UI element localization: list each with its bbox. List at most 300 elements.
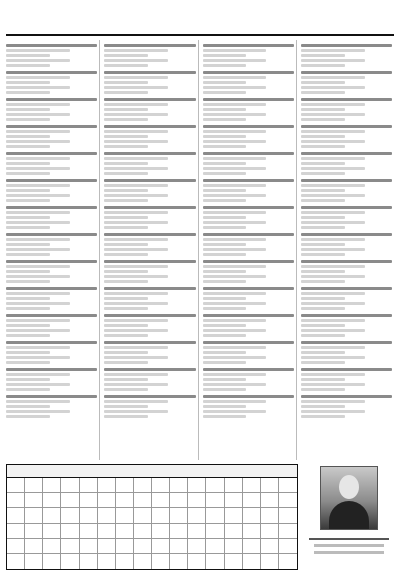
option-line [301,302,365,305]
answer-cell [134,554,152,569]
option-line [104,238,168,241]
option-line [6,135,50,138]
option-line [6,334,50,337]
answer-cell [279,508,297,523]
option-line [104,54,148,57]
answer-cell [152,508,170,523]
option-line [104,226,148,229]
answer-cell [80,554,98,569]
option-line [6,361,50,364]
option-line [301,221,365,224]
option-line [104,194,168,197]
answer-cell [152,539,170,554]
option-line [301,307,345,310]
option-line [301,189,345,192]
answer-cell [80,493,98,508]
answer-cell [188,508,206,523]
option-line [203,189,247,192]
question-line [203,44,294,47]
author-block [304,464,394,570]
answer-cell [261,493,279,508]
option-line [6,324,50,327]
option-line [301,410,365,413]
option-line [301,373,365,376]
answer-key [6,464,298,570]
option-line [104,351,148,354]
answer-cell [188,478,206,493]
answer-cell [261,524,279,539]
option-line [6,302,70,305]
question-line [6,125,97,128]
option-line [301,319,365,322]
option-line [301,184,365,187]
option-line [301,130,365,133]
option-line [104,319,168,322]
question-line [301,206,392,209]
option-line [301,81,345,84]
option-line [104,405,148,408]
option-line [104,248,168,251]
option-line [104,91,148,94]
option-line [203,216,247,219]
option-line [6,91,50,94]
quiz-column-3 [203,40,297,460]
option-line [203,297,247,300]
answer-grid [6,477,298,570]
author-photo [320,466,378,530]
question-line [203,206,294,209]
option-line [203,329,267,332]
answer-cell [243,539,261,554]
question-line [104,98,195,101]
option-line [203,253,247,256]
option-line [301,324,345,327]
option-line [203,378,247,381]
question-line [203,71,294,74]
question-line [301,233,392,236]
option-line [104,243,148,246]
option-line [203,91,247,94]
answer-cell [134,478,152,493]
option-line [203,361,247,364]
option-line [6,59,70,62]
answer-cell [243,554,261,569]
question-line [104,368,195,371]
option-line [301,405,345,408]
option-line [104,130,168,133]
answer-cell [206,493,224,508]
option-line [6,81,50,84]
question-line [301,44,392,47]
option-line [104,76,168,79]
option-line [6,140,70,143]
answer-cell [188,493,206,508]
question-line [301,395,392,398]
option-line [203,86,267,89]
option-line [301,199,345,202]
option-line [203,248,267,251]
option-line [301,49,365,52]
option-line [104,86,168,89]
answer-cell [25,493,43,508]
option-line [6,346,70,349]
option-line [6,167,70,170]
option-line [301,292,365,295]
question-line [203,395,294,398]
question-line [203,368,294,371]
option-line [6,253,50,256]
option-line [6,373,70,376]
option-line [104,378,148,381]
answer-cell [152,493,170,508]
answer-cell [98,524,116,539]
option-line [6,64,50,67]
option-line [301,91,345,94]
option-line [301,388,345,391]
question-line [203,287,294,290]
option-line [203,405,247,408]
answer-cell [43,478,61,493]
option-line [104,184,168,187]
option-line [6,226,50,229]
option-line [6,221,70,224]
answer-key-title [6,464,298,477]
author-name [314,544,384,547]
option-line [104,135,148,138]
option-line [6,108,50,111]
question-line [6,152,97,155]
option-line [104,334,148,337]
answer-cell [261,508,279,523]
author-role [314,551,384,554]
option-line [6,113,70,116]
title-banner [6,4,394,36]
option-line [301,113,365,116]
answer-cell [170,493,188,508]
answer-cell [25,508,43,523]
answer-cell [134,524,152,539]
question-line [301,287,392,290]
question-line [301,71,392,74]
question-line [104,233,195,236]
option-line [301,329,365,332]
option-line [6,415,50,418]
option-line [104,103,168,106]
option-line [301,103,365,106]
option-line [203,415,247,418]
option-line [6,319,70,322]
option-line [301,157,365,160]
option-line [203,103,267,106]
option-line [301,253,345,256]
answer-cell [225,508,243,523]
option-line [203,265,267,268]
answer-cell [98,554,116,569]
option-line [203,346,267,349]
option-line [104,59,168,62]
answer-cell [261,478,279,493]
option-line [203,162,247,165]
option-line [104,388,148,391]
question-line [6,44,97,47]
option-line [6,270,50,273]
option-line [104,162,148,165]
option-line [6,199,50,202]
option-line [203,167,267,170]
option-line [301,297,345,300]
option-line [301,162,345,165]
question-line [6,71,97,74]
option-line [104,329,168,332]
question-line [301,98,392,101]
option-line [301,167,365,170]
question-line [6,179,97,182]
answer-cell [61,539,79,554]
option-line [301,59,365,62]
question-line [104,395,195,398]
question-line [6,287,97,290]
option-line [104,81,148,84]
answer-cell [188,539,206,554]
option-line [104,361,148,364]
option-line [6,184,70,187]
answer-cell [25,539,43,554]
option-line [203,81,247,84]
option-line [203,184,267,187]
option-line [301,140,365,143]
option-line [301,226,345,229]
option-line [104,280,148,283]
question-line [104,260,195,263]
option-line [301,118,345,121]
answer-cell [7,508,25,523]
option-line [6,400,70,403]
answer-cell [80,478,98,493]
answer-cell [7,539,25,554]
answer-cell [170,539,188,554]
option-line [203,356,267,359]
option-line [6,189,50,192]
option-line [301,211,365,214]
option-line [104,373,168,376]
option-line [301,108,345,111]
question-line [203,125,294,128]
option-line [6,351,50,354]
option-line [301,415,345,418]
option-line [301,54,345,57]
answer-cell [243,478,261,493]
option-line [6,329,70,332]
option-line [6,54,50,57]
option-line [203,383,267,386]
option-line [104,415,148,418]
question-line [301,341,392,344]
question-line [6,395,97,398]
question-line [203,314,294,317]
answer-cell [225,478,243,493]
option-line [203,194,267,197]
bottom-band [6,464,394,570]
answer-cell [7,554,25,569]
answer-cell [206,539,224,554]
option-line [203,292,267,295]
answer-cell [261,554,279,569]
option-line [301,172,345,175]
question-line [6,233,97,236]
answer-cell [243,493,261,508]
answer-cell [279,539,297,554]
question-line [6,260,97,263]
option-line [203,135,247,138]
option-line [203,324,247,327]
option-line [301,76,365,79]
answer-cell [206,554,224,569]
option-line [203,49,267,52]
answer-cell [170,508,188,523]
option-line [301,265,365,268]
question-line [104,314,195,317]
option-line [203,280,247,283]
answer-cell [80,539,98,554]
answer-cell [43,539,61,554]
option-line [6,410,70,413]
option-line [104,199,148,202]
answer-cell [98,539,116,554]
option-line [301,383,365,386]
option-line [6,130,70,133]
question-line [301,260,392,263]
option-line [6,194,70,197]
option-line [301,334,345,337]
option-line [203,199,247,202]
answer-cell [98,478,116,493]
answer-cell [279,493,297,508]
option-line [301,275,365,278]
question-line [301,368,392,371]
question-line [104,287,195,290]
option-line [301,351,345,354]
option-line [203,108,247,111]
question-line [6,341,97,344]
option-line [301,378,345,381]
option-line [301,64,345,67]
option-line [301,361,345,364]
option-line [203,113,267,116]
answer-cell [80,508,98,523]
question-line [301,152,392,155]
answer-cell [25,478,43,493]
option-line [203,307,247,310]
option-line [203,221,267,224]
answer-cell [188,554,206,569]
option-line [6,157,70,160]
quiz-column-4 [301,40,394,460]
option-line [6,211,70,214]
option-line [6,307,50,310]
answer-cell [116,554,134,569]
answer-cell [225,539,243,554]
answer-cell [225,524,243,539]
answer-cell [188,524,206,539]
option-line [104,307,148,310]
option-line [6,49,70,52]
option-line [203,302,267,305]
question-line [6,368,97,371]
option-line [301,270,345,273]
quiz-columns [6,40,394,460]
question-line [301,125,392,128]
option-line [203,211,267,214]
answer-cell [43,493,61,508]
option-line [6,378,50,381]
option-line [203,157,267,160]
option-line [203,130,267,133]
answer-cell [25,554,43,569]
answer-cell [61,524,79,539]
answer-cell [116,524,134,539]
answer-cell [279,554,297,569]
option-line [301,135,345,138]
answer-cell [206,524,224,539]
option-line [104,172,148,175]
option-line [6,172,50,175]
option-line [203,145,247,148]
answer-cell [152,524,170,539]
quiz-column-2 [104,40,198,460]
question-line [203,260,294,263]
option-line [104,140,168,143]
option-line [104,49,168,52]
option-line [104,270,148,273]
option-line [203,243,247,246]
option-line [104,275,168,278]
option-line [6,103,70,106]
option-line [104,356,168,359]
option-line [6,145,50,148]
answer-cell [279,524,297,539]
question-line [6,314,97,317]
answer-cell [170,478,188,493]
option-line [6,118,50,121]
answer-cell [116,539,134,554]
option-line [301,145,345,148]
question-line [104,44,195,47]
option-line [104,297,148,300]
option-line [6,280,50,283]
answer-cell [43,508,61,523]
question-line [203,233,294,236]
option-line [104,64,148,67]
option-line [104,189,148,192]
option-line [203,118,247,121]
answer-cell [7,493,25,508]
answer-cell [80,524,98,539]
option-line [104,253,148,256]
option-line [203,172,247,175]
option-line [104,324,148,327]
option-line [203,400,267,403]
answer-cell [152,554,170,569]
option-line [104,400,168,403]
option-line [6,238,70,241]
question-line [301,179,392,182]
option-line [6,86,70,89]
answer-cell [134,508,152,523]
option-line [104,292,168,295]
answer-cell [116,478,134,493]
option-line [301,280,345,283]
option-line [6,405,50,408]
